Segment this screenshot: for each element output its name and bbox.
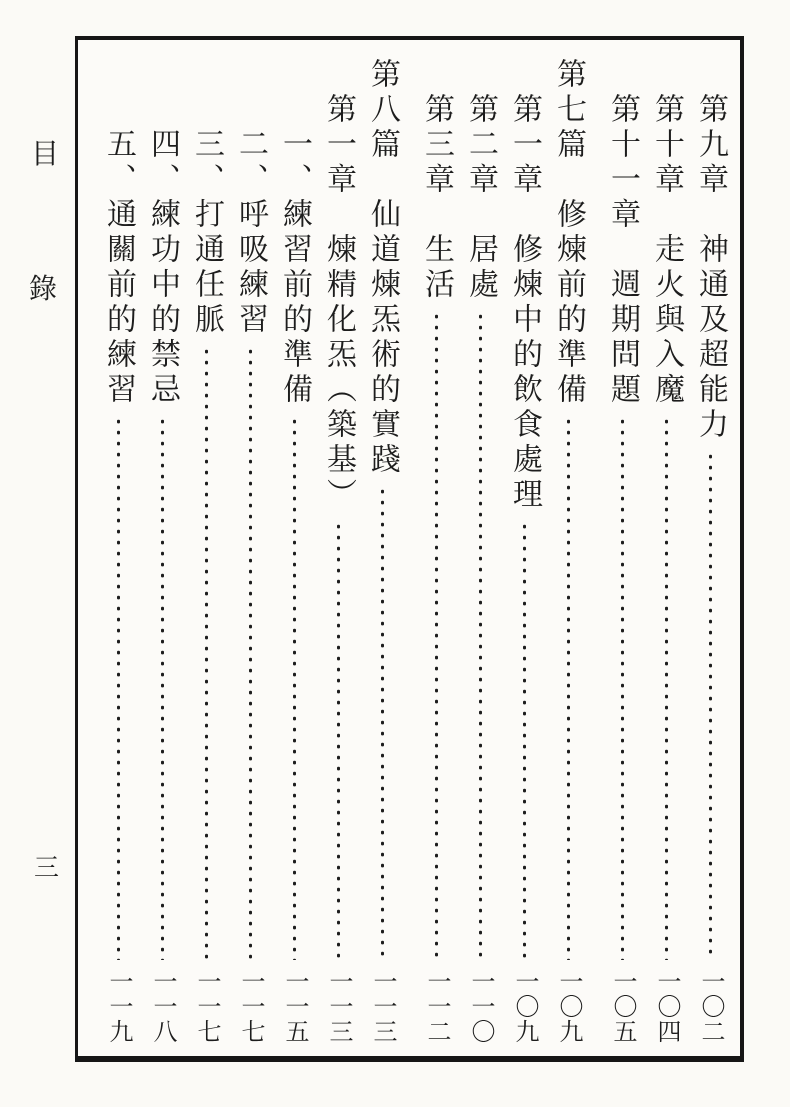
toc-entry-title: 一、練習前的準備: [278, 128, 311, 408]
toc-entry-title: 第一章 煉精化炁（築基）: [322, 93, 355, 513]
dot-leader: [337, 524, 340, 960]
dot-leader: [161, 419, 164, 960]
dot-leader: [621, 419, 624, 960]
toc-entry: [458, 58, 502, 1044]
toc-entry-page: 一一九: [105, 969, 131, 1044]
dot-leader: [567, 419, 570, 960]
toc-entry-page: 一一七: [237, 969, 263, 1044]
toc-entry-title: 第七篇 修煉前的準備: [552, 58, 585, 408]
toc-entry-page: 一〇九: [555, 969, 581, 1044]
toc-entry-title: 二、呼吸練習: [234, 128, 267, 338]
dot-leader: [523, 524, 526, 960]
toc-entry-page: 一一五: [281, 969, 307, 1044]
toc-entry-page: 一一八: [149, 969, 175, 1044]
folio-page-number: 三: [34, 855, 60, 882]
toc-entry-title: 第一章 修煉中的飲食處理: [508, 93, 541, 513]
toc-entry: [272, 58, 316, 1044]
dot-leader: [205, 349, 208, 960]
toc-entry-page: 一〇四: [653, 969, 679, 1044]
dot-leader: [665, 419, 668, 960]
dot-leader: [709, 454, 712, 960]
toc-entry-page: 一一七: [193, 969, 219, 1044]
table-of-contents: [78, 40, 740, 1056]
toc-entry: [184, 58, 228, 1044]
dot-leader: [381, 489, 384, 960]
toc-entry: [688, 58, 732, 1044]
toc-entry: [316, 58, 360, 1044]
toc-entry-title: 第九章 神通及超能力: [694, 93, 727, 443]
toc-entry-page: 一一〇: [467, 969, 493, 1044]
dot-leader: [249, 349, 252, 960]
toc-entry-title: 五、通關前的練習: [102, 128, 135, 408]
toc-entry-title: 第十一章 週期問題: [606, 93, 639, 408]
toc-entry-title: 四、練功中的禁忌: [146, 128, 179, 408]
dot-leader: [435, 314, 438, 960]
dot-leader: [293, 419, 296, 960]
toc-entry-title: 第八篇 仙道煉炁術的實踐: [366, 58, 399, 478]
toc-entry-title: 第二章 居處: [464, 93, 497, 303]
toc-entry: [644, 58, 688, 1044]
toc-entry-page: 一〇五: [609, 969, 635, 1044]
toc-entry: [96, 58, 140, 1044]
toc-entry-title: 第十章 走火與入魔: [650, 93, 683, 408]
toc-entry: [600, 58, 644, 1044]
dot-leader: [479, 314, 482, 960]
toc-entry: [502, 58, 546, 1044]
toc-entry-part: [546, 58, 590, 1044]
toc-entry-page: 一一三: [369, 969, 395, 1044]
toc-entry-page: 一〇二: [697, 969, 723, 1044]
toc-entry-title: 三、打通任脈: [190, 128, 223, 338]
margin-header-char-bottom: 錄: [29, 274, 58, 305]
toc-entry: [228, 58, 272, 1044]
margin-header-char-top: 目: [31, 139, 60, 170]
toc-entry: [414, 58, 458, 1044]
toc-entry-page: 一〇九: [511, 969, 537, 1044]
toc-entry-part: [360, 58, 404, 1044]
toc-entry-page: 一一二: [423, 969, 449, 1044]
dot-leader: [117, 419, 120, 960]
toc-entry-title: 第三章 生活: [420, 93, 453, 303]
toc-entry: [140, 58, 184, 1044]
toc-border-frame: [75, 36, 744, 1062]
toc-entry-page: 一一三: [325, 969, 351, 1044]
